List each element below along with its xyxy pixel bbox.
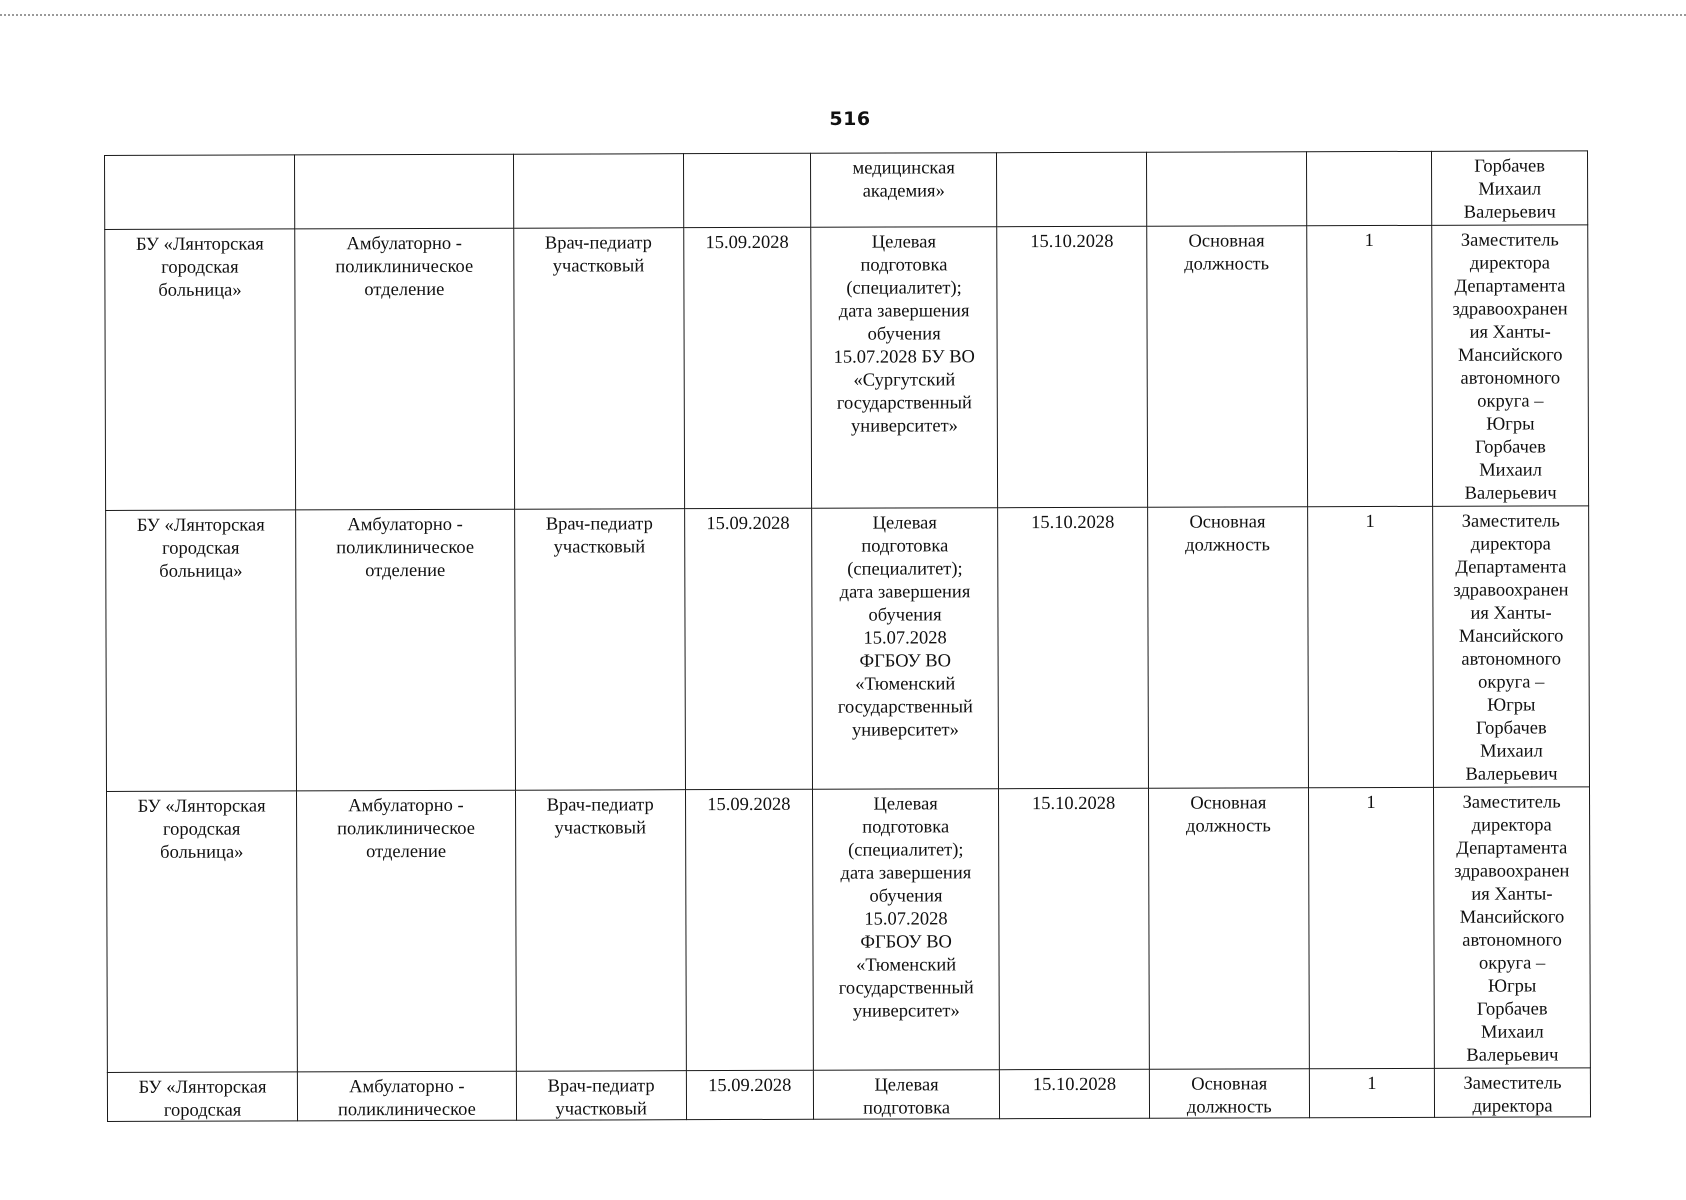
cell-count: 1 (1306, 225, 1432, 506)
cell-date (683, 153, 811, 227)
scan-edge-noise (0, 14, 1686, 16)
cell-position-type: Основная должность (1148, 788, 1309, 1070)
table-row (107, 1068, 1590, 1122)
cell-position-type (1146, 152, 1306, 227)
cell-start-date: 15.10.2028 (998, 507, 1149, 788)
cell-date: 15.09.2028 (685, 789, 813, 1070)
cell-count (1309, 1068, 1435, 1117)
cell-position: Врач-педиатр участковый (515, 790, 686, 1072)
cell-text: Целевая подготовка (863, 1075, 951, 1119)
cell-text: 15.10.2028 (1032, 1074, 1117, 1096)
cell-organization: БУ «Лянторская городская больница» (106, 791, 297, 1073)
cell-position: Врач-педиатр участковый (513, 228, 684, 510)
cell-position: Врач-педиатр участковый (514, 509, 685, 791)
cell-department (295, 154, 514, 229)
cell-text: Врач-педиатр участковый (547, 1076, 655, 1120)
cell-approver: Заместитель директора Департамента здравоохранен ия Ханты- Мансийского автономного округа – Югры Горбачев Михаил Валерьевич (1434, 787, 1591, 1068)
cell-count: 1 (1308, 787, 1434, 1068)
cell-date (686, 1070, 814, 1119)
cell-training (813, 1070, 999, 1120)
cell-department (298, 1071, 517, 1121)
cell-approver: Заместитель директора Департамента здравоохранен ия Ханты- Мансийского автономного округа – Югры Горбачев Михаил Валерьевич (1432, 225, 1589, 506)
cell-organization: БУ «Лянторская городская больница» (105, 229, 296, 511)
cell-position (513, 154, 683, 229)
vacancy-table (104, 150, 1591, 1122)
cell-text: Заместитель директора (1463, 1073, 1562, 1117)
cell-position-type: Основная должность (1148, 507, 1309, 789)
cell-text: БУ «Лянторская городская (138, 1077, 267, 1121)
cell-position-type: Основная должность (1147, 226, 1308, 508)
table-row (105, 151, 1588, 230)
cell-date: 15.09.2028 (683, 227, 811, 508)
table-row (106, 506, 1590, 792)
cell-training: Целевая подготовка (специалитет); дата завершения обучения 15.07.2028 ФГБОУ ВО «Тюменский государственный университет» (812, 508, 999, 790)
cell-count: 1 (1307, 506, 1433, 787)
cell-position-type (1149, 1069, 1309, 1119)
cell-start-date (1000, 1069, 1150, 1118)
page-number: 516 (829, 108, 871, 130)
cell-start-date (997, 152, 1147, 226)
cell-start-date: 15.10.2028 (999, 788, 1150, 1069)
cell-date: 15.09.2028 (684, 508, 812, 789)
cell-text: Амбулаторно - поликлиническое (337, 1076, 476, 1121)
cell-count (1306, 151, 1432, 225)
cell-department: Амбулаторно - поликлиническое отделение (296, 509, 515, 791)
cell-text: 1 (1367, 1074, 1377, 1095)
table-row (105, 225, 1589, 511)
cell-approver (1435, 1068, 1591, 1117)
cell-organization (107, 1072, 297, 1122)
cell-approver: Заместитель директора Департамента здравоохранен ия Ханты- Мансийского автономного округа – Югры Горбачев Михаил Валерьевич (1433, 506, 1590, 787)
cell-training: Целевая подготовка (специалитет); дата завершения обучения 15.07.2028 БУ ВО «Сургутский государственный университет» (811, 227, 998, 509)
cell-position (516, 1071, 686, 1121)
cell-department: Амбулаторно - поликлиническое отделение (295, 228, 514, 510)
cell-approver: Горбачев Михаил Валерьевич (1432, 151, 1588, 225)
cell-department: Амбулаторно - поликлиническое отделение (297, 790, 516, 1072)
cell-training: медицинская академия» (811, 153, 997, 228)
cell-training: Целевая подготовка (специалитет); дата завершения обучения 15.07.2028 ФГБОУ ВО «Тюменский государственный университет» (813, 789, 1000, 1071)
cell-start-date: 15.10.2028 (997, 226, 1148, 507)
cell-text: 15.09.2028 (708, 1075, 792, 1097)
cell-organization: БУ «Лянторская городская больница» (106, 510, 297, 792)
cell-organization (105, 155, 295, 230)
cell-text: Основная должность (1186, 1074, 1272, 1118)
table-row (106, 787, 1590, 1073)
